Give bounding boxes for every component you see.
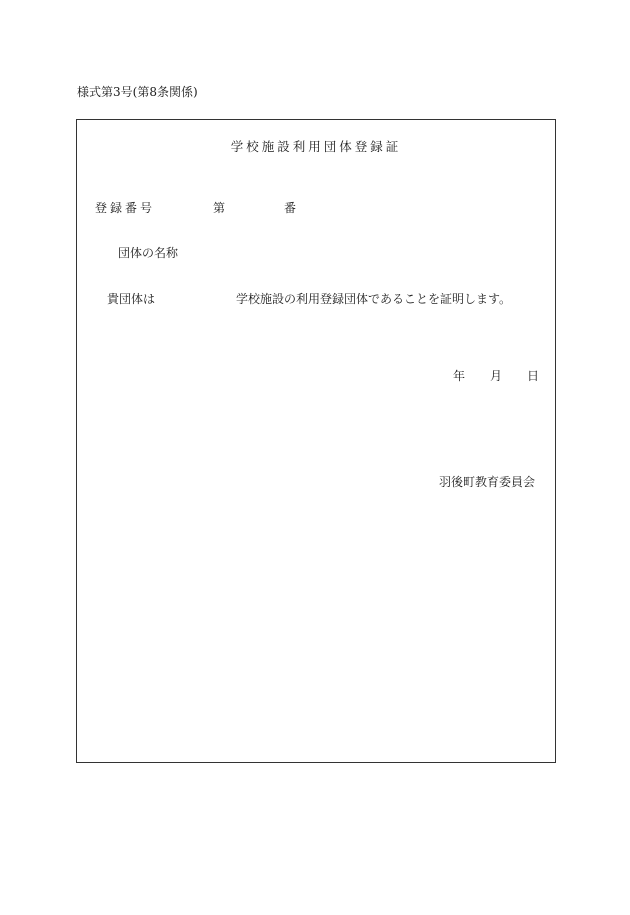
issuer-name: 羽後町教育委員会	[438, 475, 535, 489]
date-month-label: 月	[490, 369, 503, 383]
date-year-label: 年	[453, 369, 466, 383]
date-day-label: 日	[527, 369, 540, 383]
certification-statement: 学校施設の利用登録団体であることを証明します。	[236, 292, 512, 306]
certification-prefix: 貴団体は	[107, 292, 156, 306]
form-number: 様式第3号(第8条関係)	[77, 85, 198, 99]
registration-number-label: 登録番号	[95, 201, 156, 215]
registration-number-prefix: 第	[213, 201, 226, 215]
certificate-frame	[76, 119, 556, 763]
certificate-title: 学校施設利用団体登録証	[230, 139, 402, 154]
group-name-label: 団体の名称	[118, 246, 179, 260]
registration-number-suffix: 番	[284, 201, 297, 215]
